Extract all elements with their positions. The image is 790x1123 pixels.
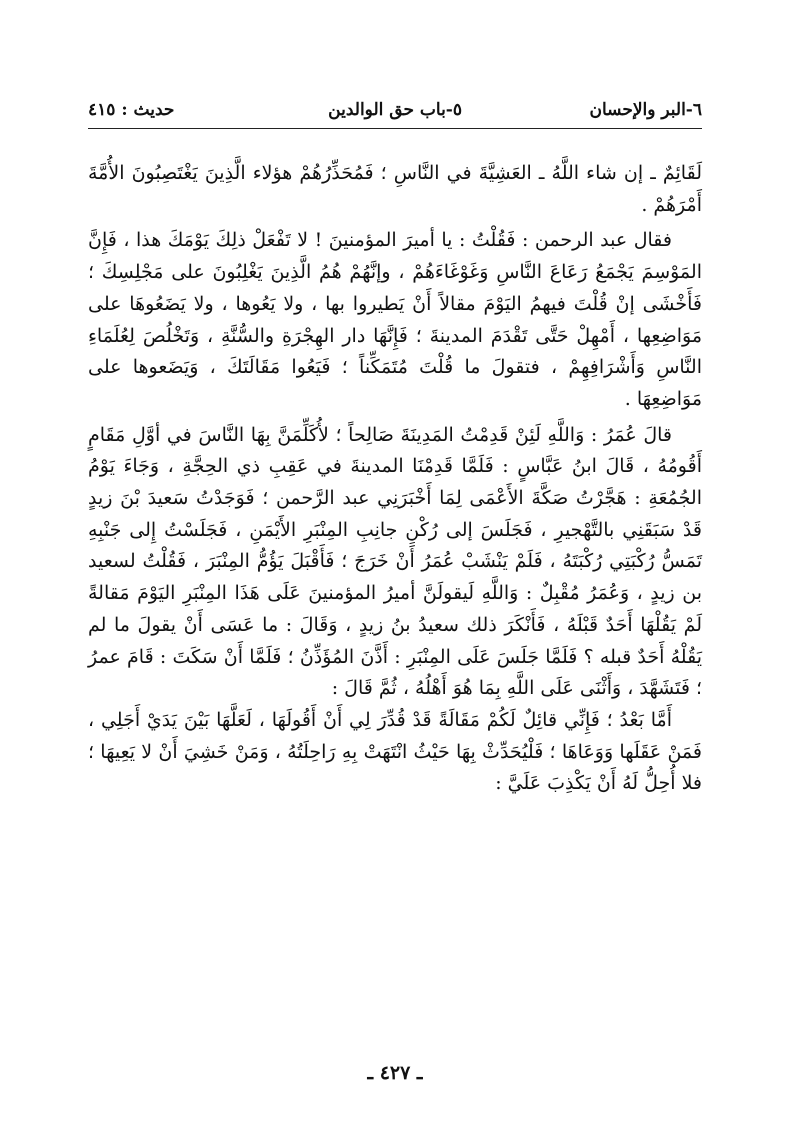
header-rule [88,128,702,129]
page-number: ـ ٤٢٧ ـ [367,1062,423,1084]
paragraph-3: قالَ عُمَرُ : وَاللَّهِ لَئِنْ قَدِمْتُ المَدِينَةَ صَالِحاً ؛ لأُكَلِّمَنَّ بِهَا النَّاسَ في أوَّلِ مَقَامٍ أَقُومُهُ ، قَالَ ابنُ عَبَّاسٍ : فَلَمَّا قَدِمْنَا المدينةَ في عَقِبِ ذي الحِجَّةِ ، وَجَاءَ يَوْمُ الجُمُعَةِ : هَجَّرْتُ صَكَّةَ الأَعْمَى لِمَا أَخْبَرَنِي عبد الرَّحمن ؛ فَوَجَدْتُ سَعيدَ بْنَ زيدٍ قَدْ سَبَقَنِي بالتَّهْجيرِ ، فَجَلَسَ إلى رُكْنِ جانِبِ المِنْبَرِ الأَيْمَنِ ، فَجَلَسْتُ إِلى جَنْبِهِ تَمَسُّ رُكْبَتِي رُكْبَتَهُ ، فَلَمْ يَنْشَبْ عُمَرُ أَنْ خَرَجَ ؛ فَأَقْبَلَ يَؤُمُّ المِنْبَرَ ، فَقُلْتُ لسعيد بن زيدٍ ، وَعُمَرُ مُقْبِلٌ : وَاللَّهِ لَيقولَنَّ أميرُ المؤمنينَ عَلَى هَذَا المِنْبَرِ اليَوْمَ مَقالةً لَمْ يَقُلْهَا أَحَدٌ قَبْلَهُ ، فَأَنْكَرَ ذلك سعيدُ بنُ زيدٍ ، وَقَالَ : ما عَسَى أَنْ يقولَ ما لم يَقُلْهُ أَحَدٌ قبله ؟ فَلَمَّا جَلَسَ عَلَى المِنْبَرِ : أَذَّنَ المُؤَذِّنُ ؛ فَلَمَّا أَنْ سَكَتَ : قَامَ عمرُ ؛ فَتَشَهَّدَ ، وَأَثْنَى عَلَى اللَّهِ بِمَا هُوَ أَهْلُهُ ، ثُمَّ قَالَ : [88,423,703,700]
paragraph-4: أَمَّا بَعْدُ ؛ فَإِنِّي قائِلٌ لَكُمْ مَقَالَةً قَدْ قُدِّرَ لِي أَنْ أَقُولَهَا ، لَعَلَّهَا بَيْنَ يَدَيْ أَجَلِي ، فَمَنْ عَقَلَها وَوَعَاهَا ؛ فَلْيُحَدِّثْ بِهَا حَيْثُ انْتَهَتْ بِهِ رَاحِلَتُهُ ، وَمَنْ خَشِيَ أَنْ لا يَعِيهَا ؛ فلا أُحِلُّ لَهُ أَنْ يَكْذِبَ عَلَيَّ : [88,708,702,795]
section-title: ٥-باب حق الوالدين [328,100,462,120]
running-header [88,96,702,126]
paragraph-1: لَقَائِمٌ ـ إن شاء اللَّهُ ـ العَشِيَّةَ في النَّاسِ ؛ فَمُحَذِّرُهُمْ هؤلاء الَّذِينَ يَغْتَصِبُونَ الأُمَّةَ أَمْرَهُمْ . [88,162,702,216]
chapter-title: ٦-البر والإحسان [589,100,702,120]
page-body [88,158,702,800]
hadith-number: حديث : ٤١٥ [88,100,175,120]
paragraph-2: فقال عبد الرحمن : فَقُلْتُ : يا أميرَ المؤمنينَ ! لا تَفْعَلْ ذلِكَ يَوْمَكَ هذا ، فَإِنَّ المَوْسِمَ يَجْمَعُ رَعَاعَ النَّاسِ وَغَوْغَاءَهُمْ ، وإنَّهُمْ هُمُ الَّذِينَ يَغْلِبُونَ على مَجْلِسِكَ ؛ فَأَخْشَى إنْ قُلْتَ فيهمُ اليَوْمَ مقالاً أَنْ يَطيروا بها ، ولا يَعُوها ، ولا يَضَعُوهَا على مَوَاضِعِها ، أَمْهِلْ حَتَّى تَقْدَمَ المدينةَ ؛ فَإِنَّهَا دار الهِجْرَةِ والسُّنَّةِ ، وَتَخْلُصَ لِعُلَمَاءِ النَّاسِ وَأَشْرَافِهِمْ ، فتقولَ ما قُلْتَ مُتَمَكِّناً ؛ فَيَعُوا مَقَالَتَكَ ، وَيَضَعوها على مَوَاضِعِهَا . [88,229,702,410]
